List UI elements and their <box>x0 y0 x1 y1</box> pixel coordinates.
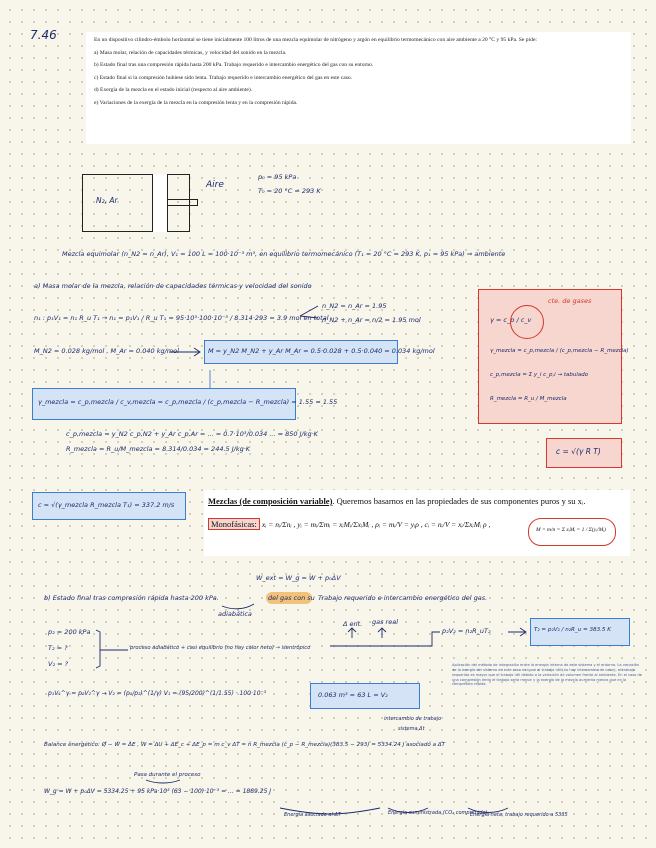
arrow-t2 <box>508 628 526 636</box>
arrow-b <box>378 628 386 638</box>
final-temperature: T₂ = ? <box>48 644 68 652</box>
energy-balance: Balance energético: Q̸ − W = ΔE , W = ΔU + ΔE_c + ΔE_p = m c_v ΔT = n R_mezcla (c_p − R_mezcla)(383.5 − 293) = 5334.24 J asociado a ΔT <box>44 742 446 748</box>
moles-equation: n₁ : p₁V₁ = n₁ R_u T₁ → n₁ = p₁V₁ / R_u T₁ = 95·10³·100·10⁻³ / 8.314·293 = 3.9 mol en total <box>34 314 329 322</box>
sound-speed-result: c = √(γ_mezcla R_mezcla T₁) = 337.2 m/s <box>38 501 175 509</box>
molar-masses: M_N2 = 0.028 kg/mol , M_Ar = 0.040 kg/mol <box>34 347 179 355</box>
energy-note: intercambio de trabajo <box>384 716 442 722</box>
statement-intro: En un dispositivo cilindro-émbolo horizontal se tiene inicialmente 100 litros de una mezcla equimolar de nitrógeno y argón en equilibrio termomecánico con aire ambiente a 20 °C y 95 kPa. Se pide: <box>94 37 537 43</box>
statement-e: e) Variaciones de la exergía de la mezcla en la compresión lenta y en la compresión rápida. <box>94 99 298 106</box>
gamma-note: cte. de gases <box>548 297 592 305</box>
underbrace-2 <box>388 808 428 813</box>
underbrace-note-3: Energía neta, trabajo requerido a 5335 <box>470 812 568 818</box>
arrow-a <box>348 628 356 638</box>
fast-note: adiabática <box>218 610 252 618</box>
mixtures-text: . Queremos basarnos en las propiedades de sus componentes puros y su xᵢ. <box>332 496 586 506</box>
side-note: Aplicación del método de integración entre la energía interna de este sistema y el entorno. La variación de la exergía del sistema en este caso es igual al trabajo útil (no hay intercambio de calor), el trabajo requerido es mayor que el trabajo útil debido a la variación de volumen frente al ambiente. En el caso de una compresión lenta el trabajo sería menor y la exergía de la mezcla aumenta menos que en la compresión rápida. <box>452 663 642 687</box>
split-arrows <box>300 306 318 318</box>
gamma-mix-definition: γ_mezcla = c_p,mezcla / (c_p,mezcla − R_mezcla) <box>490 348 629 354</box>
part-a-heading: a) Masa molar de la mezcla, relación de capacidades térmicas y velocidad del sonido <box>34 282 312 290</box>
moles-split-1: n_N2 = n_Ar = 1.95 <box>322 302 387 310</box>
mixtures-title: Mezclas (de composición variable) <box>208 496 333 506</box>
r-mix-definition: R_mezcla = R_u / M_mezcla <box>490 396 567 402</box>
arrow-label-a: Δ ent. <box>343 620 363 628</box>
connector-isentropic <box>330 632 440 646</box>
monophasic-molar-mass: M = m/n = Σ xᵢMᵢ = 1 / Σ(yᵢ/Mᵢ) <box>536 527 606 533</box>
underbrace-note-1: Energía asociada al ΔT <box>284 812 341 818</box>
molar-mass-result: M = y_N2 M_N2 + y_Ar M_Ar = 0.5·0.028 + 0.5·0.040 = 0.034 kg/mol <box>208 347 435 355</box>
air-label: Aire <box>206 180 224 190</box>
ambient-pressure: p₀ = 95 kPa <box>258 173 297 181</box>
part-b-heading: b) Estado final tras compresión rápida hasta 200 kPa. <box>44 594 219 602</box>
underbrace-1 <box>280 808 380 814</box>
equimolar-line: Mezcla equimolar (n_N2 = n_Ar), V₁ = 100 L = 100·10⁻³ m³, en equilibrio termomecánico (T₁ = 20 °C = 293 K, p₁ = 95 kPa) ⇒ ambiente <box>62 250 506 258</box>
final-volume: V₂ = ? <box>48 660 69 668</box>
fast-curve <box>222 604 254 609</box>
gamma-result: γ_mezcla = c_p,mezcla / c_v,mezcla = c_p,mezcla / (c_p,mezcla − R_mezcla) = 1.55 ≈ 1.55 <box>38 398 338 406</box>
arrow-molar-mass <box>170 348 200 356</box>
statement-c: c) Estado final si la compresión hubiese sido lenta. Trabajo requerido e intercambio energético del gas en este caso. <box>94 74 353 81</box>
part-b-tail: Trabajo requerido e intercambio energético del gas. <box>318 594 488 602</box>
final-pressure: p₂ = 200 kPa <box>48 628 91 636</box>
process-note: proceso adiabático + casi equilibrio (no hay calor neto) → isentrópico <box>130 645 311 651</box>
r-mix-line: R_mezcla = R_u/M_mezcla = 8.314/0.034 = 244.5 J/kg·K <box>66 445 251 453</box>
cp-mix-definition: c_p,mezcla = Σ y_i c_p,i → tabulado <box>490 372 589 378</box>
overbrace-process <box>146 780 180 783</box>
sound-formula: c = √(γ R T) <box>556 447 601 456</box>
statement-b: b) Estado final tras una compresión rápida hasta 200 kPa. Trabajo requerido e intercambio energético del gas con su entorno. <box>94 62 374 69</box>
energy-note-2: sistema Δt <box>398 726 425 732</box>
moles-split-2: n_N2 + n_Ar = n/2 = 1.95 mol <box>322 316 421 324</box>
v2-result: 0.063 m³ = 63 L = V₂ <box>318 691 388 699</box>
underbrace-note-2: Energía suministrada (CO₂ comprimido) <box>388 810 488 816</box>
statement-a: a) Masa molar, relación de capacidades térmicas, y velocidad del sonido en la mezcla. <box>94 49 287 56</box>
problem-number: 7.46 <box>30 28 57 42</box>
cp-mix-line: c_p,mezcla = y_N2 c_p,N2 + y_Ar c_p,Ar = ... = 0.7·10³/0.034 ... ≈ 850 J/kg·K <box>66 430 318 438</box>
gas-label: N₂, Ar <box>96 196 118 205</box>
monophasic-label: Monofásicas: <box>208 518 260 530</box>
underbrace-3 <box>468 808 508 813</box>
gas-work: W_g = W + p₀ΔV = 5334.25 + 95 kPa·10³ (63 − 100)·10⁻³ = ... = 1889.25 J <box>44 788 272 795</box>
isentropic-relation: p₁V₁^γ = p₂V₂^γ → V₂ = (p₁/p₂)^(1/γ) V₁ = (95/200)^(1/1.55) · 100·10⁻³ <box>48 690 267 697</box>
monophasic-formulas: xᵢ = nᵢ/Σnᵢ , yᵢ = mᵢ/Σmᵢ = xᵢMᵢ/ΣxᵢMᵢ , ρᵢ = mᵢ/V = yᵢρ , cᵢ = nᵢ/V = xᵢ/ΣxᵢMᵢ ρ , <box>261 520 491 529</box>
ambient-temperature: T₀ = 20 °C = 293 K <box>258 187 321 195</box>
ideal-gas-final: p₂V₂ = n₂R_uT₂ <box>442 627 491 635</box>
process-work-note: Pasa durante el proceso <box>134 772 201 778</box>
highlighted-text: del gas con su <box>268 594 315 602</box>
t2-result: T₂ = p₂V₂ / n₂R_u = 383.5 K <box>534 627 611 633</box>
gamma-definition: γ = c_p / c_v <box>490 316 532 324</box>
brace-state2 <box>96 630 128 668</box>
external-work: W_ext = W_g = W + p₀ΔV <box>256 574 341 582</box>
statement-d: d) Exergía de la mezcla en el estado inicial (respecto al aire ambiente). <box>94 87 253 94</box>
arrow-label-b: gas real <box>372 618 399 626</box>
